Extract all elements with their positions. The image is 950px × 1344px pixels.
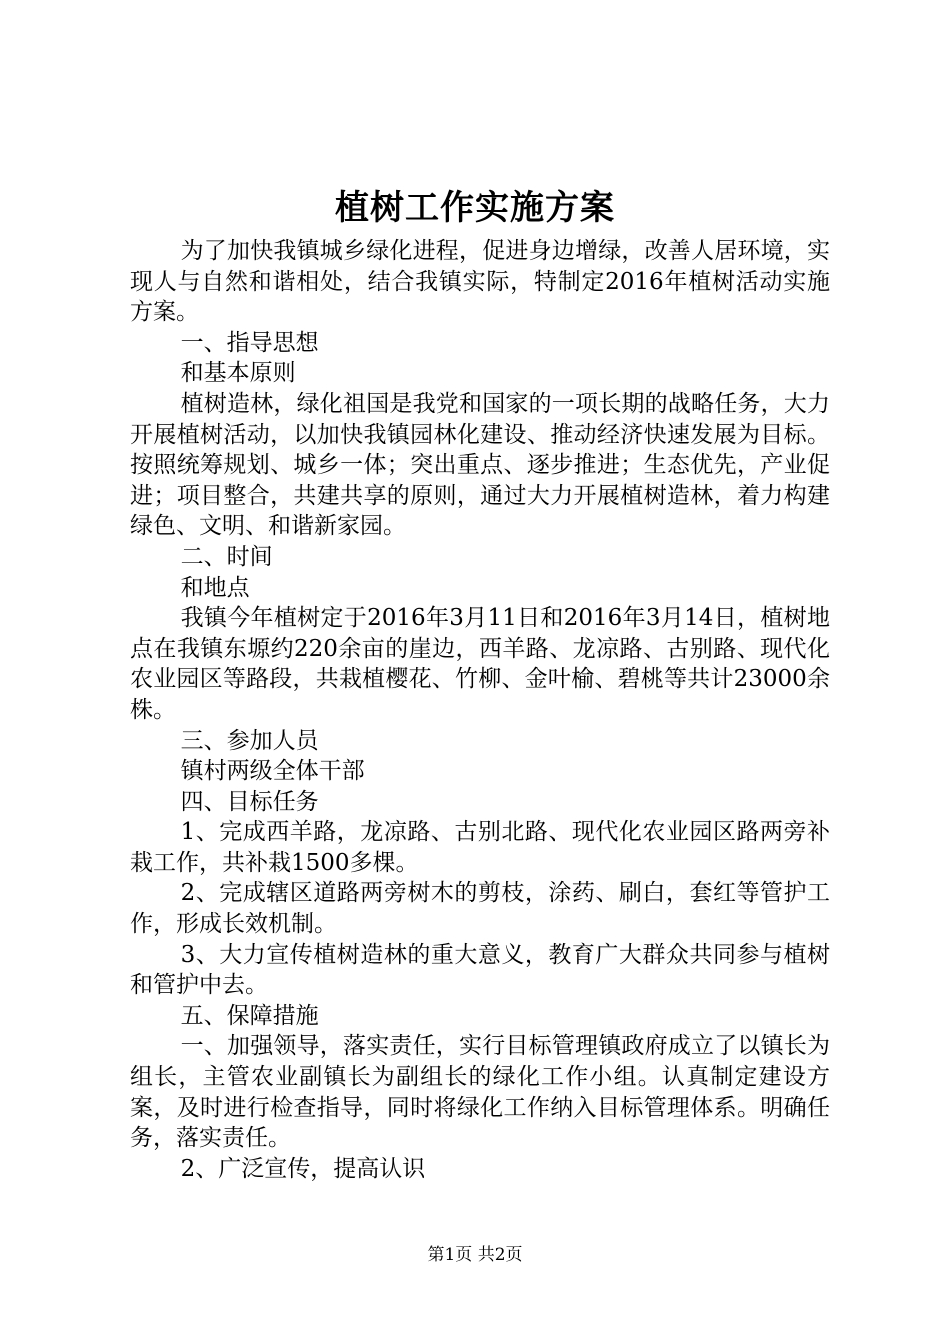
- paragraph-intro: 为了加快我镇城乡绿化进程，促进身边增绿，改善人居环境，实现人与自然和谐相处，结合我镇实际，特制定2016年植树活动实施方案。: [130, 238, 830, 326]
- goal-item-2: 2、完成辖区道路两旁树木的剪枝，涂药、刷白，套红等管护工作，形成长效机制。: [130, 880, 830, 938]
- document-body: [130, 236, 830, 1184]
- section-heading-guiding-thought: 一、指导思想: [180, 329, 319, 356]
- document-title: 植树工作实施方案: [335, 188, 615, 228]
- section-heading-participants: 三、参加人员: [180, 727, 319, 754]
- section-heading-time: 二、时间: [180, 543, 273, 570]
- goal-item-3: 3、大力宣传植树造林的重大意义，教育广大群众共同参与植树和管护中去。: [130, 941, 830, 999]
- goal-item-1: 1、完成西羊路，龙凉路、古别北路、现代化农业园区路两旁补栽工作，共补栽1500多棵。: [130, 819, 830, 876]
- page-footer: 第1页 共2页: [427, 1245, 523, 1265]
- section-heading-safeguards: 五、保障措施: [180, 1002, 319, 1029]
- section-heading-location: 和地点: [180, 574, 250, 601]
- paragraph-participants: 镇村两级全体干部: [180, 758, 365, 785]
- safeguard-item-2: 2、广泛宣传，提高认识: [180, 1155, 426, 1182]
- section-heading-basic-principles: 和基本原则: [180, 360, 296, 387]
- section-heading-goals: 四、目标任务: [180, 788, 319, 815]
- paragraph-principles: 植树造林，绿化祖国是我党和国家的一项长期的战略任务，大力开展植树活动，以加快我镇园林化建设、推动经济快速发展为目标。按照统筹规划、城乡一体；突出重点、逐步推进；生态优先，产业促进；项目整合，共建共享的原则，通过大力开展植树造林，着力构建绿色、文明、和谐新家园。: [130, 390, 830, 540]
- safeguard-item-1: 一、加强领导，落实责任，实行目标管理镇政府成立了以镇长为组长，主管农业副镇长为副组长的绿化工作小组。认真制定建设方案，及时进行检查指导，同时将绿化工作纳入目标管理体系。明确任务，落实责任。: [130, 1033, 830, 1152]
- paragraph-time-location: 我镇今年植树定于2016年3月11日和2016年3月14日，植树地点在我镇东塬约220余亩的崖边，西羊路、龙凉路、古别路、现代化农业园区等路段，共栽植樱花、竹柳、金叶榆、碧桃等共计23000余株。: [130, 605, 830, 723]
